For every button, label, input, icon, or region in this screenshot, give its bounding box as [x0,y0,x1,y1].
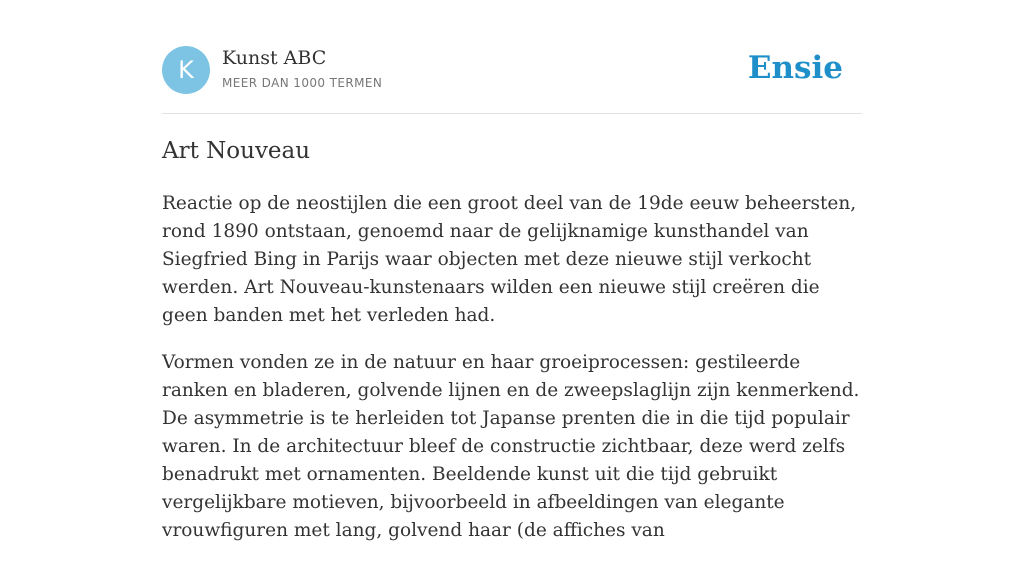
ensie-logo[interactable]: Ensie [747,50,843,86]
avatar[interactable]: K [162,46,210,94]
source-header [162,46,862,96]
paragraph: Vormen vonden ze in de natuur en haar groeiprocessen: gestileerde ranken en bladeren, golvende lijnen en de zweepslaglijn zijn kenmerkend. De asymmetrie is te herleiden tot Japanse prenten die in die tijd populair waren. In de architectuur bleef de constructie zichtbaar, deze werd zelfs benadrukt met ornamenten. Beeldende kunst uit die tijd gebruikt vergelijkbare motieven, bijvoorbeeld in afbeeldingen van elegante vrouwfiguren met lang, golvend haar (de affiches van [162,352,860,541]
article-body [162,190,862,564]
header-divider [162,113,862,114]
source-name[interactable]: Kunst ABC [222,47,327,69]
source-subtitle: MEER DAN 1000 TERMEN [222,76,383,90]
paragraph: Reactie op de neostijlen die een groot deel van de 19de eeuw beheersten, rond 1890 ontstaan, genoemd naar de gelijknamige kunsthandel van Siegfried Bing in Parijs waar objecten met deze nieuwe stijl verkocht werden. Art Nouveau-kunstenaars wilden een nieuwe stijl creëren die geen banden met het verleden had. [162,193,857,326]
page-title: Art Nouveau [162,138,311,164]
